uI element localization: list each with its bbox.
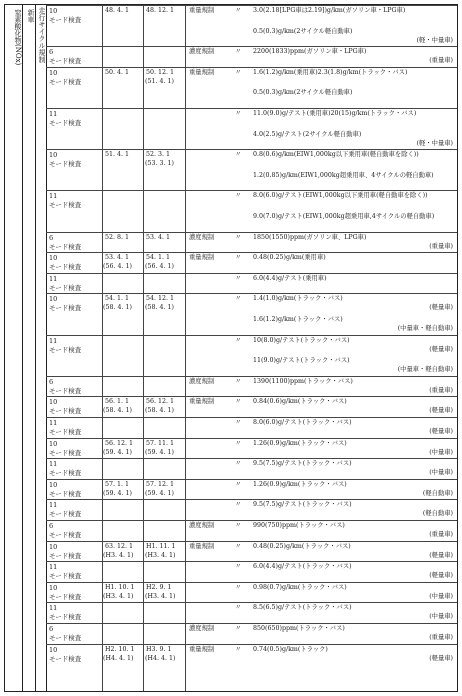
mode-label: モード検査 (49, 283, 82, 292)
mode-label: モード検査 (49, 263, 82, 272)
date-continuing: H2. 9. 1 (146, 583, 172, 591)
vehicle-class-note: (中量車) (429, 592, 453, 600)
row-divider (46, 438, 457, 439)
row-divider (46, 232, 457, 233)
date-continuing: 48. 12. 1 (146, 7, 175, 14)
vehicle-class-note: (軽量車) (429, 428, 453, 435)
date-continuing: H3. 9. 1 (146, 645, 172, 653)
new-car-column (22, 5, 36, 691)
mode-number: 10 (49, 542, 58, 551)
vehicle-class-note: (中量車・軽自動車) (397, 325, 453, 332)
limit-value: 1.6(1.2)g/km(乗用車)2.3(1.8)g/km(トラック・バス) (253, 68, 408, 76)
limit-value: 6.0(4.4)g/テスト(トラック・バス) (253, 563, 352, 571)
date-continuing-alt: (59. 4. 1) (145, 489, 174, 497)
date-new-model: 48. 4. 1 (105, 7, 130, 14)
limit-value: 3.0(2.18[LPG車は2.19])g/km(ガソリン車・LPG車) (253, 7, 406, 14)
date-continuing-alt: (H3. 4. 1) (145, 592, 176, 600)
vehicle-class-note: (重量車) (429, 531, 453, 538)
mode-number: 11 (49, 501, 58, 510)
limit-value: 2200(1833)ppm(ガソリン車・LPG車) (253, 48, 367, 56)
date-continuing-alt: (58. 4. 1) (145, 304, 174, 312)
row-divider (46, 293, 457, 294)
regulation-type: 濃度規制 (189, 48, 215, 56)
limit-value: 9.5(7.5)g/テスト(トラック・バス) (253, 460, 352, 468)
vehicle-class-note: (軽量車) (429, 572, 453, 580)
row-divider (46, 520, 457, 521)
vehicle-class-note: (中量車) (429, 448, 453, 456)
limit-value: 1390(1100)ppm(トラック・バス) (253, 377, 353, 385)
date-new-model-alt: (H3. 4. 1) (103, 592, 134, 600)
mode-label: モード検査 (49, 386, 82, 395)
ditto-mark: 〃 (235, 419, 242, 426)
row-divider (46, 623, 457, 624)
regulation-type: 濃度規制 (189, 377, 215, 385)
date-new-model-alt: (59. 4. 1) (103, 489, 132, 497)
ditto-mark: 〃 (235, 480, 242, 488)
date-continuing: 54. 12. 1 (146, 295, 175, 303)
vehicle-class-note: (中量車) (429, 469, 453, 477)
limit-value: 0.48(0.25)g/km(トラック・バス) (253, 542, 351, 550)
date-continuing: 53. 4. 1 (146, 233, 171, 241)
row-divider (46, 499, 457, 500)
mode-label: モード検査 (49, 57, 82, 66)
vehicle-class-note: (軽量車) (429, 551, 453, 559)
ditto-mark: 〃 (235, 625, 242, 632)
regulation-type: 重量規制 (189, 7, 215, 14)
mode-label: モード検査 (49, 119, 82, 127)
limit-value: 11(9.0)g/テスト(トラック・バス) (253, 357, 350, 365)
limit-value: 0.48(0.25)g/km(乗用車) (253, 254, 326, 262)
ditto-mark: 〃 (235, 295, 242, 303)
ditto-mark: 〃 (235, 583, 242, 591)
ditto-mark: 〃 (235, 522, 242, 529)
regulation-type: 濃度規制 (189, 233, 215, 241)
date-new-model-alt: (58. 4. 1) (103, 304, 132, 312)
date-continuing-alt: (58. 4. 1) (145, 407, 174, 415)
ditto-mark: 〃 (235, 604, 242, 612)
limit-value: 6.0(4.4)g/テスト(乗用車) (253, 274, 327, 282)
vehicle-class-note: (軽量車) (429, 407, 453, 415)
row-divider (46, 561, 457, 562)
date-continuing: H1. 11. 1 (146, 542, 176, 550)
mode-label: モード検査 (49, 448, 82, 457)
vehicle-class-note: (軽自動車) (422, 510, 453, 518)
limit-value: 0.98(0.7)g/km(トラック・バス) (253, 583, 347, 591)
date-continuing-alt: (59. 4. 1) (145, 448, 174, 456)
regulation-type: 濃度規制 (189, 522, 215, 529)
mode-label: モード検査 (49, 201, 82, 210)
ditto-mark: 〃 (235, 439, 242, 447)
row-divider (46, 67, 457, 68)
regulation-type: 濃度規制 (189, 625, 215, 632)
row-divider (46, 190, 457, 191)
mode-number: 11 (49, 563, 58, 572)
limit-value: 1.26(0.9)g/km(トラック・バス) (253, 439, 347, 447)
pollutant-column (5, 5, 23, 691)
row-divider (46, 458, 457, 459)
vehicle-class-note: (重量車) (429, 242, 453, 250)
mode-label: モード検査 (49, 654, 82, 663)
mode-label: モード検査 (49, 613, 82, 622)
mode-label: モード検査 (49, 242, 82, 251)
limit-value: 1.2(0.85)g/km(EIW1,000kg超乗用車、4サイクルの軽自動車) (253, 171, 434, 179)
vehicle-class-note: (中量車・軽自動車) (397, 366, 453, 374)
ditto-mark: 〃 (235, 336, 242, 344)
mode-number: 10 (49, 439, 58, 448)
date-new-model: 54. 1. 1 (105, 295, 130, 303)
row-divider (46, 5, 457, 6)
limit-value: 8.0(6.0)g/テスト(EIW1,000kg以下乗用車(軽自動車を除く)) (253, 192, 428, 200)
date-continuing: 54. 1. 1 (146, 254, 171, 262)
ditto-mark: 〃 (235, 274, 242, 282)
regulation-type: 重量規制 (189, 68, 215, 76)
mode-number: 11 (49, 460, 58, 469)
ditto-mark: 〃 (235, 501, 242, 509)
limit-value: 1.26(0.9)g/km(トラック・バス) (253, 480, 347, 488)
mode-label: モード検査 (49, 592, 82, 601)
limit-value: 0.84(0.6)g/km(トラック・バス) (253, 398, 347, 406)
mode-label: モード検査 (49, 551, 82, 560)
mode-label: モード検査 (49, 428, 82, 436)
date-new-model-alt: (H4. 4. 1) (103, 654, 134, 662)
mode-number: 11 (49, 110, 58, 118)
ditto-mark: 〃 (235, 398, 242, 406)
row-divider (46, 46, 457, 47)
date-continuing-alt: (53. 3. 1) (145, 160, 174, 168)
limit-value: 8.5(6.5)g/テスト(トラック・バス) (253, 604, 352, 612)
ditto-mark: 〃 (235, 563, 242, 571)
ditto-mark: 〃 (235, 110, 242, 117)
limit-value: 990(750)ppm(トラック・バス) (253, 522, 345, 529)
row-divider (46, 108, 457, 109)
limit-value: 9.0(7.0)g/テスト(EIW1,000kg超乗用車,4サイクルの軽自動車) (253, 213, 435, 220)
date-new-model-alt: (H3. 4. 1) (103, 551, 134, 559)
date-new-model-alt: (56. 4. 1) (103, 263, 132, 271)
row-divider (46, 376, 457, 377)
ditto-mark: 〃 (235, 233, 242, 241)
regulation-type: 重量規制 (189, 254, 215, 262)
limit-value: 850(650)ppm(トラック・バス) (253, 625, 345, 632)
ditto-mark: 〃 (235, 460, 242, 468)
mode-number: 6 (49, 377, 54, 386)
limit-value: 0.5(0.3)g/km(2サイクル軽自動車) (253, 89, 353, 97)
limit-value: 10(8.0)g/テスト(トラック・バス) (253, 336, 350, 344)
mode-number: 6 (49, 48, 54, 57)
vehicle-class-note: (軽量車) (429, 654, 453, 662)
mode-number: 6 (49, 625, 54, 633)
ditto-mark: 〃 (235, 254, 242, 262)
mode-number: 10 (49, 398, 58, 407)
row-divider (46, 479, 457, 480)
mode-label: モード検査 (49, 16, 82, 24)
vehicle-class-note: (軽量車) (429, 345, 453, 353)
mode-number: 10 (49, 7, 58, 15)
limit-value: 0.74(0.5)g/km(トラック) (253, 645, 328, 653)
date-continuing-alt: (51. 4. 1) (145, 77, 174, 85)
limit-value: 8.0(6.0)g/テスト(トラック・バス) (253, 419, 352, 426)
mode-label: モード検査 (49, 489, 82, 498)
ditto-mark: 〃 (235, 68, 242, 76)
ditto-mark: 〃 (235, 48, 242, 56)
limit-value: 0.8(0.6)g/km(EIW1,000kg以下乗用車(軽自動車を除く)) (253, 151, 419, 159)
mode-label: モード検査 (49, 304, 82, 313)
date-continuing-alt: (56. 4. 1) (145, 263, 174, 271)
date-continuing-alt: (H4. 4. 1) (145, 654, 176, 662)
date-continuing: 57. 12. 1 (146, 480, 175, 488)
limit-value: 4.0(2.5)g/テスト(2サイクル軽自動車) (253, 130, 362, 138)
ditto-mark: 〃 (235, 7, 242, 14)
new-car-label: 新車 (27, 9, 35, 23)
mode-label: モード検査 (49, 531, 82, 539)
date-new-model: 52. 8. 1 (105, 233, 130, 241)
regulation-type: 重量規制 (189, 542, 215, 550)
vehicle-class-note: (重量車) (429, 57, 453, 65)
ditto-mark: 〃 (235, 645, 242, 653)
mode-label: モード検査 (49, 345, 82, 354)
limit-value: 1.6(1.2)g/km(トラック・バス) (253, 316, 343, 323)
row-divider (46, 602, 457, 603)
date-new-model: 63. 12. 1 (105, 542, 134, 550)
date-continuing: 50. 12. 1 (146, 68, 175, 76)
vehicle-class-note: (軽・中量車) (416, 36, 453, 44)
date-continuing: 56. 12. 1 (146, 398, 175, 406)
vehicle-class-note: (軽量車) (429, 304, 453, 312)
mode-number: 6 (49, 522, 54, 530)
row-divider (46, 541, 457, 542)
mode-label: モード検査 (49, 510, 82, 519)
row-divider (46, 396, 457, 397)
regulation-table (4, 4, 458, 692)
limit-value: 11.0(9.0)g/テスト(乗用車)20(15)g/km(トラック・バス) (253, 110, 417, 117)
row-divider (46, 582, 457, 583)
regulation-type: 重量規制 (189, 398, 215, 406)
vehicle-class-note: (中量車) (429, 613, 453, 621)
regulation-type: 重量規制 (189, 645, 215, 653)
date-continuing: 52. 3. 1 (146, 151, 171, 159)
vehicle-class-note: (軽自動車) (422, 489, 453, 497)
vehicle-type-label: 走行サイクル規制 (38, 7, 46, 63)
ditto-mark: 〃 (235, 377, 242, 385)
mode-number: 11 (49, 192, 58, 201)
limit-value: 9.5(7.5)g/テスト(トラック・バス) (253, 501, 352, 509)
mode-label: モード検査 (49, 469, 82, 478)
row-divider (46, 273, 457, 274)
mode-label: モード検査 (49, 572, 82, 581)
date-new-model: 56. 1. 1 (105, 398, 130, 406)
mode-number: 11 (49, 604, 58, 613)
date-new-model: H2. 10. 1 (105, 645, 135, 653)
mode-number: 10 (49, 583, 58, 592)
mode-number: 10 (49, 645, 58, 654)
date-new-model: 51. 4. 1 (105, 151, 130, 159)
mode-number: 10 (49, 480, 58, 489)
mode-label: モード検査 (49, 160, 82, 169)
row-divider (46, 644, 457, 645)
date-continuing: 57. 11. 1 (146, 439, 175, 447)
row-divider (46, 252, 457, 253)
mode-label: モード検査 (49, 407, 82, 416)
limit-value: 0.5(0.3)g/km(2サイクル軽自動車) (253, 27, 353, 35)
limit-value: 1.4(1.0)g/km(トラック・バス) (253, 295, 343, 303)
mode-number: 11 (49, 336, 58, 345)
date-new-model: H1. 10. 1 (105, 583, 135, 591)
date-continuing-alt: (H3. 4. 1) (145, 551, 176, 559)
pollutant-label: 窒素酸化物(NOx) (14, 9, 22, 66)
date-new-model: 56. 12. 1 (105, 439, 134, 447)
ditto-mark: 〃 (235, 151, 242, 159)
mode-number: 11 (49, 419, 58, 427)
date-new-model-alt: (59. 4. 1) (103, 448, 132, 456)
row-divider (46, 417, 457, 418)
mode-label: モード検査 (49, 77, 82, 86)
ditto-mark: 〃 (235, 192, 242, 200)
mode-number: 6 (49, 233, 54, 242)
mode-number: 10 (49, 68, 58, 77)
mode-number: 10 (49, 254, 58, 263)
mode-number: 10 (49, 151, 58, 160)
vehicle-class-note: (重量車) (429, 634, 453, 641)
vehicle-class-note: (軽・中量車) (416, 139, 453, 147)
date-new-model: 53. 4. 1 (105, 254, 130, 262)
row-divider (46, 335, 457, 336)
date-new-model-alt: (58. 4. 1) (103, 407, 132, 415)
vehicle-class-note: (重量車) (429, 386, 453, 394)
limit-value: 1850(1550)ppm(ガソリン車、LPG車) (253, 233, 367, 241)
ditto-mark: 〃 (235, 542, 242, 550)
mode-label: モード検査 (49, 634, 82, 642)
mode-number: 10 (49, 295, 58, 304)
date-new-model: 57. 1. 1 (105, 480, 130, 488)
mode-number: 11 (49, 274, 58, 283)
date-new-model: 50. 4. 1 (105, 68, 130, 76)
row-divider (46, 149, 457, 150)
